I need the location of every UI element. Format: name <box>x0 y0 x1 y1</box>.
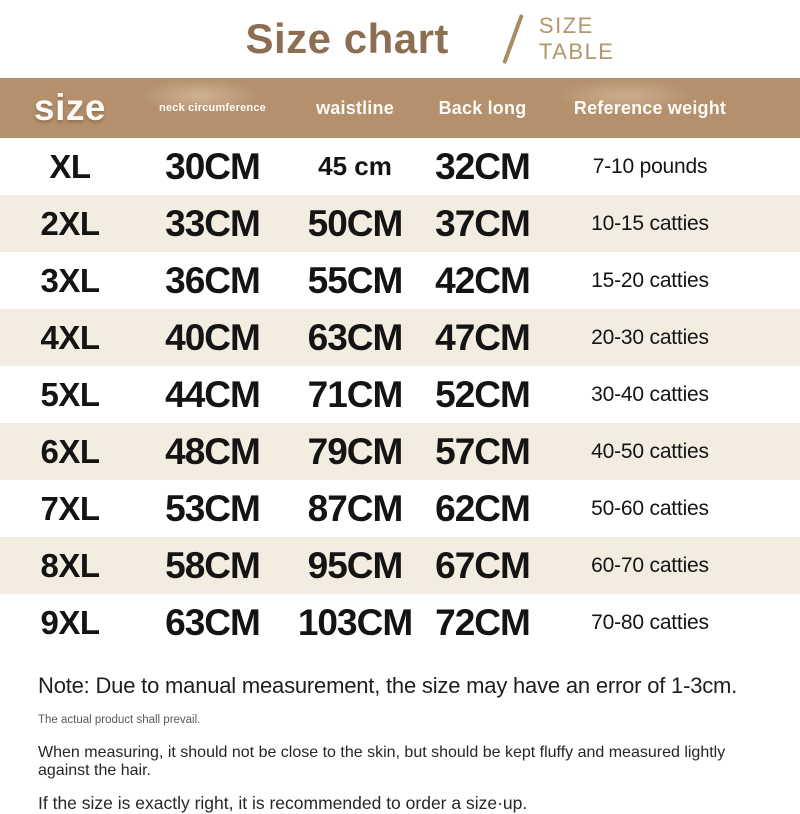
table-row <box>0 309 800 366</box>
cell-size: XL <box>49 147 91 185</box>
cell-reference-weight: 70-80 catties <box>591 610 709 634</box>
cell-back-long: 52CM <box>435 373 530 415</box>
note-measuring-advice: When measuring, it should not be close to the skin, but should be kept fluffy and measured lightly against the hair. <box>38 744 726 779</box>
cell-neck-circumference: 36CM <box>165 259 260 301</box>
table-row <box>0 480 800 537</box>
cell-waistline: 55CM <box>307 259 403 301</box>
note-measurement-error: Note: Due to manual measurement, the size may have an error of 1-3cm. <box>38 673 738 698</box>
cell-size: 9XL <box>40 603 100 641</box>
cell-back-long: 72CM <box>435 601 530 643</box>
slash-divider-icon <box>502 14 524 64</box>
table-row <box>0 195 800 252</box>
size-table-body <box>0 138 800 651</box>
cell-size: 6XL <box>40 432 100 470</box>
cell-waistline: 45 cm <box>318 151 392 181</box>
size-table-header <box>0 78 800 138</box>
cell-reference-weight: 30-40 catties <box>591 382 709 406</box>
cell-back-long: 62CM <box>435 487 530 529</box>
cell-waistline: 79CM <box>307 430 403 472</box>
cell-reference-weight: 60-70 catties <box>591 553 709 577</box>
cell-back-long: 32CM <box>435 145 530 187</box>
cell-neck-circumference: 30CM <box>165 145 260 187</box>
cell-back-long: 57CM <box>435 430 530 472</box>
col-header-size: size <box>34 87 106 128</box>
table-row <box>0 366 800 423</box>
cell-waistline: 71CM <box>307 373 403 415</box>
cell-back-long: 67CM <box>435 544 530 586</box>
table-row <box>0 138 800 195</box>
cell-size: 4XL <box>40 318 100 356</box>
col-header-neck-circumference: neck circumference <box>159 102 266 114</box>
cell-neck-circumference: 53CM <box>165 487 260 529</box>
title-tag <box>539 13 615 65</box>
cell-waistline: 103CM <box>297 601 413 643</box>
col-header-reference-weight: Reference weight <box>573 97 727 118</box>
note-actual-product: The actual product shall prevail. <box>38 714 201 726</box>
cell-reference-weight: 40-50 catties <box>591 439 709 463</box>
cell-waistline: 50CM <box>307 202 403 244</box>
cell-size: 8XL <box>40 546 100 584</box>
col-header-back-long: Back long <box>438 97 527 118</box>
cell-reference-weight: 10-15 catties <box>591 211 709 235</box>
cell-neck-circumference: 44CM <box>165 373 260 415</box>
cell-size: 2XL <box>40 204 100 242</box>
notes-section <box>0 651 800 814</box>
title-row <box>30 0 800 78</box>
cell-reference-weight: 20-30 catties <box>591 325 709 349</box>
cell-reference-weight: 7-10 pounds <box>592 154 708 178</box>
cell-reference-weight: 50-60 catties <box>591 496 709 520</box>
cell-back-long: 47CM <box>435 316 530 358</box>
cell-reference-weight: 15-20 catties <box>591 268 709 292</box>
cell-neck-circumference: 63CM <box>165 601 260 643</box>
cell-back-long: 37CM <box>435 202 530 244</box>
cell-size: 3XL <box>40 261 100 299</box>
cell-waistline: 95CM <box>307 544 403 586</box>
cell-back-long: 42CM <box>435 259 530 301</box>
cell-neck-circumference: 48CM <box>165 430 260 472</box>
note-size-up-advice: If the size is exactly right, it is recommended to order a size·up. <box>38 793 528 813</box>
cell-size: 5XL <box>40 375 100 413</box>
cell-neck-circumference: 33CM <box>165 202 260 244</box>
table-row <box>0 594 800 651</box>
page-title: Size chart <box>245 15 449 62</box>
title-tag-line2: TABLE <box>538 39 615 64</box>
table-row <box>0 423 800 480</box>
cell-waistline: 87CM <box>307 487 403 529</box>
title-tag-line1: SIZE <box>538 13 594 39</box>
cell-waistline: 63CM <box>307 316 403 358</box>
cell-size: 7XL <box>40 489 100 527</box>
table-row <box>0 537 800 594</box>
cell-neck-circumference: 58CM <box>165 544 260 586</box>
table-row <box>0 252 800 309</box>
cell-neck-circumference: 40CM <box>165 316 260 358</box>
col-header-waistline: waistline <box>316 97 394 118</box>
